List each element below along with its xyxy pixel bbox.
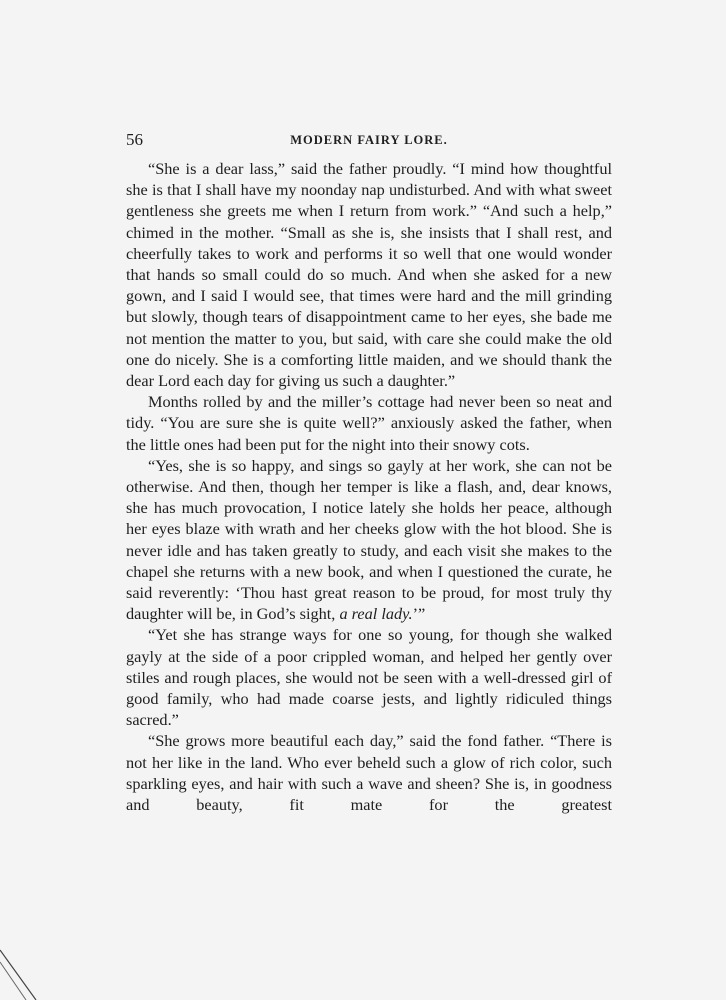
- page-corner-mark: [0, 940, 40, 1000]
- paragraph-4: “Yet she has strange ways for one so young, for though she walked gayly at the side of a poor crippled woman, and helped her gently over stiles and rough places, she would not be seen with a well-dressed girl of good family, who had made coarse jests, and lightly ridiculed things sacred.”: [126, 625, 612, 730]
- page-header: [126, 130, 612, 150]
- running-head: MODERN FAIRY LORE.: [290, 133, 448, 147]
- paragraph-1: “She is a dear lass,” said the father proudly. “I mind how thoughtful she is that I shall have my noonday nap undisturbed. And with what sweet gentleness she greets me when I return from work.” “And such a help,” chimed in the mother. “Small as she is, she insists that I shall rest, and cheerfully takes to work and performs it so well that one would wonder that hands so small could do so much. And when she asked for a new gown, and I said I would see, that times were hard and the mill grinding but slowly, though tears of disappointment came to her eyes, she bade me not mention the matter to you, but said, with care she could make the old one do nicely. She is a comforting little maiden, and we should thank the dear Lord each day for giving us such a daughter.”: [126, 159, 612, 391]
- paragraph-3-text: “Yes, she is so happy, and sings so gayly at her work, she can not be otherwise. And then, though her temper is like a flash, and, dear knows, she has much provocation, I notice lately she holds her peace, although her eyes blaze with wrath and her cheeks glow with the hot blood. She is never idle and has taken greatly to study, and each visit she makes to the chapel she returns with a new book, and when I questioned the curate, he said reverently: ‘Thou hast great reason to be proud, for most truly thy daughter will be, in God’s sight,: [126, 455, 612, 624]
- paragraph-3: [126, 455, 612, 625]
- paragraph-2: Months rolled by and the miller’s cottage had never been so neat and tidy. “You are sure she is quite well?” anxiously asked the father, when the little ones had been put for the night into their snowy cots.: [126, 392, 612, 454]
- page-number: 56: [126, 130, 143, 149]
- paragraph-3-closing: ’”: [412, 604, 426, 624]
- paragraph-5: “She grows more beautiful each day,” said the fond father. “There is not her like in the land. Who ever beheld such a glow of rich color, such sparkling eyes, and hair with such a wave and sheen? She is, in goodness and beauty, fit mate for the greatest: [126, 731, 612, 815]
- body-text: [126, 158, 612, 815]
- paragraph-3-italic: a real lady.: [339, 604, 413, 624]
